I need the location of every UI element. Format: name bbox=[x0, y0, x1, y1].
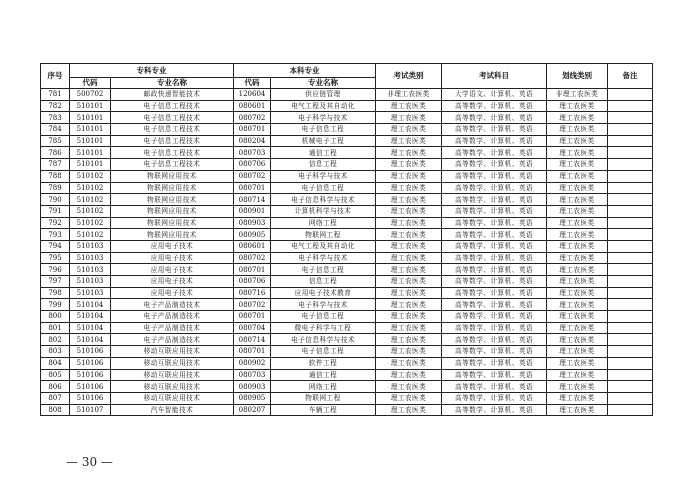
cell-exam-subjects: 高等数学、计算机、英语 bbox=[442, 357, 547, 369]
table-row bbox=[41, 357, 653, 369]
cell-seq: 786 bbox=[41, 147, 70, 159]
cell-bk-code: 080706 bbox=[234, 276, 271, 288]
cell-remarks bbox=[608, 369, 653, 381]
cell-line-type: 理工农医类 bbox=[547, 334, 608, 346]
cell-seq: 782 bbox=[41, 100, 70, 112]
cell-exam-subjects: 高等数学、计算机、英语 bbox=[442, 112, 547, 124]
cell-exam-subjects: 高等数学、计算机、英语 bbox=[442, 334, 547, 346]
cell-bk-code: 080703 bbox=[234, 369, 271, 381]
cell-remarks bbox=[608, 205, 653, 217]
table-row bbox=[41, 369, 653, 381]
cell-exam-subjects: 高等数学、计算机、英语 bbox=[442, 124, 547, 136]
cell-bk-name: 电子信息工程 bbox=[271, 311, 376, 323]
header-row-top bbox=[41, 64, 653, 78]
cell-exam-subjects: 高等数学、计算机、英语 bbox=[442, 392, 547, 404]
cell-exam-subjects: 高等数学、计算机、英语 bbox=[442, 404, 547, 416]
cell-zk-code: 510103 bbox=[70, 240, 111, 252]
cell-remarks bbox=[608, 124, 653, 136]
cell-seq: 797 bbox=[41, 276, 70, 288]
cell-line-type: 理工农医类 bbox=[547, 170, 608, 182]
cell-seq: 794 bbox=[41, 240, 70, 252]
cell-bk-name: 信息工程 bbox=[271, 159, 376, 171]
cell-seq: 804 bbox=[41, 357, 70, 369]
cell-line-type: 理工农医类 bbox=[547, 182, 608, 194]
cell-zk-code: 510104 bbox=[70, 311, 111, 323]
cell-remarks bbox=[608, 287, 653, 299]
cell-exam-type: 理工农医类 bbox=[376, 124, 442, 136]
cell-bk-code: 080901 bbox=[234, 205, 271, 217]
cell-exam-subjects: 高等数学、计算机、英语 bbox=[442, 159, 547, 171]
cell-exam-subjects: 高等数学、计算机、英语 bbox=[442, 252, 547, 264]
cell-zk-name: 应用电子技术 bbox=[111, 276, 234, 288]
cell-bk-code: 080905 bbox=[234, 229, 271, 241]
cell-line-type: 理工农医类 bbox=[547, 299, 608, 311]
cell-exam-type: 理工农医类 bbox=[376, 311, 442, 323]
cell-exam-type: 理工农医类 bbox=[376, 276, 442, 288]
cell-remarks bbox=[608, 346, 653, 358]
cell-bk-name: 供应链管理 bbox=[271, 89, 376, 101]
table-row bbox=[41, 135, 653, 147]
table-row bbox=[41, 217, 653, 229]
cell-exam-type: 理工农医类 bbox=[376, 170, 442, 182]
cell-exam-type: 理工农医类 bbox=[376, 100, 442, 112]
cell-seq: 795 bbox=[41, 252, 70, 264]
table-row bbox=[41, 392, 653, 404]
cell-bk-name: 应用电子技术教育 bbox=[271, 287, 376, 299]
cell-bk-code: 080716 bbox=[234, 287, 271, 299]
cell-exam-type: 理工农医类 bbox=[376, 217, 442, 229]
cell-seq: 799 bbox=[41, 299, 70, 311]
cell-exam-subjects: 高等数学、计算机、英语 bbox=[442, 229, 547, 241]
cell-zk-name: 物联网应用技术 bbox=[111, 182, 234, 194]
table-row bbox=[41, 147, 653, 159]
cell-seq: 792 bbox=[41, 217, 70, 229]
cell-zk-code: 510101 bbox=[70, 124, 111, 136]
table-row bbox=[41, 100, 653, 112]
cell-line-type: 理工农医类 bbox=[547, 381, 608, 393]
cell-bk-code: 080701 bbox=[234, 182, 271, 194]
cell-bk-name: 通信工程 bbox=[271, 147, 376, 159]
table-row bbox=[41, 334, 653, 346]
cell-line-type: 理工农医类 bbox=[547, 240, 608, 252]
cell-zk-code: 510101 bbox=[70, 112, 111, 124]
cell-line-type: 理工农医类 bbox=[547, 135, 608, 147]
cell-remarks bbox=[608, 182, 653, 194]
table-row bbox=[41, 194, 653, 206]
col-header-remarks: 备注 bbox=[608, 64, 653, 89]
cell-exam-type: 理工农医类 bbox=[376, 205, 442, 217]
cell-remarks bbox=[608, 135, 653, 147]
cell-line-type: 理工农医类 bbox=[547, 346, 608, 358]
cell-zk-name: 电子产品制造技术 bbox=[111, 299, 234, 311]
cell-exam-type: 理工农医类 bbox=[376, 240, 442, 252]
cell-line-type: 理工农医类 bbox=[547, 217, 608, 229]
cell-remarks bbox=[608, 240, 653, 252]
cell-zk-code: 510101 bbox=[70, 147, 111, 159]
cell-bk-name: 电子信息工程 bbox=[271, 264, 376, 276]
table-row bbox=[41, 159, 653, 171]
cell-zk-name: 电子信息工程技术 bbox=[111, 124, 234, 136]
cell-zk-code: 510103 bbox=[70, 252, 111, 264]
cell-bk-name: 电气工程及其自动化 bbox=[271, 240, 376, 252]
cell-bk-code: 120604 bbox=[234, 89, 271, 101]
cell-bk-code: 080706 bbox=[234, 159, 271, 171]
page-number: — 30 — bbox=[66, 455, 113, 469]
table-row bbox=[41, 287, 653, 299]
cell-seq: 808 bbox=[41, 404, 70, 416]
cell-zk-name: 移动互联应用技术 bbox=[111, 357, 234, 369]
col-header-bk-name: 专业名称 bbox=[271, 78, 376, 89]
cell-bk-name: 电子信息科学与技术 bbox=[271, 334, 376, 346]
cell-bk-name: 车辆工程 bbox=[271, 404, 376, 416]
cell-zk-name: 电子信息工程技术 bbox=[111, 100, 234, 112]
table-row bbox=[41, 381, 653, 393]
col-header-line-type: 划线类别 bbox=[547, 64, 608, 89]
cell-exam-subjects: 高等数学、计算机、英语 bbox=[442, 147, 547, 159]
cell-bk-name: 计算机科学与技术 bbox=[271, 205, 376, 217]
cell-remarks bbox=[608, 229, 653, 241]
cell-exam-type: 理工农医类 bbox=[376, 322, 442, 334]
cell-zk-name: 应用电子技术 bbox=[111, 240, 234, 252]
cell-bk-name: 电子科学与技术 bbox=[271, 112, 376, 124]
table-row bbox=[41, 229, 653, 241]
cell-line-type: 理工农医类 bbox=[547, 252, 608, 264]
cell-seq: 805 bbox=[41, 369, 70, 381]
cell-line-type: 理工农医类 bbox=[547, 100, 608, 112]
cell-line-type: 理工农医类 bbox=[547, 124, 608, 136]
table-row bbox=[41, 252, 653, 264]
cell-zk-code: 510102 bbox=[70, 194, 111, 206]
cell-exam-subjects: 大学语文、计算机、英语 bbox=[442, 89, 547, 101]
cell-bk-name: 电子信息工程 bbox=[271, 346, 376, 358]
cell-zk-code: 510104 bbox=[70, 322, 111, 334]
cell-seq: 793 bbox=[41, 229, 70, 241]
cell-exam-type: 理工农医类 bbox=[376, 252, 442, 264]
table-row bbox=[41, 89, 653, 101]
cell-exam-type: 理工农医类 bbox=[376, 159, 442, 171]
cell-seq: 787 bbox=[41, 159, 70, 171]
table-row bbox=[41, 240, 653, 252]
cell-exam-type: 理工农医类 bbox=[376, 287, 442, 299]
cell-zk-name: 移动互联应用技术 bbox=[111, 369, 234, 381]
cell-line-type: 理工农医类 bbox=[547, 159, 608, 171]
cell-zk-name: 电子产品制造技术 bbox=[111, 311, 234, 323]
cell-bk-name: 机械电子工程 bbox=[271, 135, 376, 147]
cell-bk-name: 电子科学与技术 bbox=[271, 170, 376, 182]
cell-bk-name: 网络工程 bbox=[271, 217, 376, 229]
cell-zk-code: 510106 bbox=[70, 369, 111, 381]
cell-seq: 789 bbox=[41, 182, 70, 194]
table-row bbox=[41, 264, 653, 276]
cell-bk-code: 080702 bbox=[234, 252, 271, 264]
cell-zk-name: 移动互联应用技术 bbox=[111, 346, 234, 358]
cell-bk-name: 物联网工程 bbox=[271, 229, 376, 241]
table-row bbox=[41, 346, 653, 358]
cell-exam-type: 理工农医类 bbox=[376, 346, 442, 358]
cell-zk-code: 510103 bbox=[70, 287, 111, 299]
cell-remarks bbox=[608, 147, 653, 159]
cell-exam-type: 理工农医类 bbox=[376, 194, 442, 206]
cell-seq: 791 bbox=[41, 205, 70, 217]
major-mapping-table bbox=[40, 63, 653, 416]
cell-bk-code: 080701 bbox=[234, 346, 271, 358]
cell-exam-subjects: 高等数学、计算机、英语 bbox=[442, 322, 547, 334]
cell-bk-name: 信息工程 bbox=[271, 276, 376, 288]
cell-bk-code: 080702 bbox=[234, 170, 271, 182]
cell-zk-code: 510104 bbox=[70, 299, 111, 311]
cell-remarks bbox=[608, 357, 653, 369]
cell-zk-code: 510102 bbox=[70, 217, 111, 229]
table-row bbox=[41, 322, 653, 334]
col-header-bk-group: 本科专业 bbox=[234, 64, 376, 78]
cell-zk-code: 510101 bbox=[70, 135, 111, 147]
cell-exam-subjects: 高等数学、计算机、英语 bbox=[442, 299, 547, 311]
cell-zk-name: 电子信息工程技术 bbox=[111, 135, 234, 147]
cell-bk-code: 080714 bbox=[234, 194, 271, 206]
cell-bk-code: 080701 bbox=[234, 311, 271, 323]
cell-zk-code: 500702 bbox=[70, 89, 111, 101]
cell-seq: 785 bbox=[41, 135, 70, 147]
cell-remarks bbox=[608, 112, 653, 124]
cell-seq: 798 bbox=[41, 287, 70, 299]
cell-bk-code: 080703 bbox=[234, 147, 271, 159]
cell-bk-name: 电子科学与技术 bbox=[271, 299, 376, 311]
cell-remarks bbox=[608, 194, 653, 206]
cell-line-type: 理工农医类 bbox=[547, 194, 608, 206]
cell-zk-name: 电子产品制造技术 bbox=[111, 322, 234, 334]
cell-zk-name: 电子信息工程技术 bbox=[111, 159, 234, 171]
cell-exam-type: 理工农医类 bbox=[376, 182, 442, 194]
cell-exam-type: 理工农医类 bbox=[376, 369, 442, 381]
cell-zk-code: 510103 bbox=[70, 276, 111, 288]
cell-zk-code: 510106 bbox=[70, 357, 111, 369]
cell-exam-subjects: 高等数学、计算机、英语 bbox=[442, 264, 547, 276]
table-row bbox=[41, 124, 653, 136]
cell-zk-name: 电子产品制造技术 bbox=[111, 334, 234, 346]
cell-bk-code: 080701 bbox=[234, 264, 271, 276]
cell-exam-subjects: 高等数学、计算机、英语 bbox=[442, 100, 547, 112]
cell-bk-name: 电子信息科学与技术 bbox=[271, 194, 376, 206]
cell-seq: 801 bbox=[41, 322, 70, 334]
cell-exam-subjects: 高等数学、计算机、英语 bbox=[442, 311, 547, 323]
col-header-zk-name: 专业名称 bbox=[111, 78, 234, 89]
cell-zk-code: 510101 bbox=[70, 100, 111, 112]
cell-bk-code: 080701 bbox=[234, 124, 271, 136]
cell-zk-name: 应用电子技术 bbox=[111, 264, 234, 276]
cell-exam-type: 理工农医类 bbox=[376, 392, 442, 404]
col-header-exam-subjects: 考试科目 bbox=[442, 64, 547, 89]
cell-remarks bbox=[608, 217, 653, 229]
cell-seq: 784 bbox=[41, 124, 70, 136]
col-header-bk-code: 代码 bbox=[234, 78, 271, 89]
cell-bk-code: 080702 bbox=[234, 112, 271, 124]
cell-zk-name: 邮政快递智能技术 bbox=[111, 89, 234, 101]
cell-line-type: 理工农医类 bbox=[547, 392, 608, 404]
table-row bbox=[41, 404, 653, 416]
col-header-zk-group: 专科专业 bbox=[70, 64, 234, 78]
cell-zk-name: 物联网应用技术 bbox=[111, 229, 234, 241]
cell-exam-subjects: 高等数学、计算机、英语 bbox=[442, 205, 547, 217]
cell-exam-subjects: 高等数学、计算机、英语 bbox=[442, 276, 547, 288]
col-header-seq: 序号 bbox=[41, 64, 70, 89]
cell-exam-subjects: 高等数学、计算机、英语 bbox=[442, 182, 547, 194]
cell-bk-code: 080903 bbox=[234, 381, 271, 393]
table-row bbox=[41, 205, 653, 217]
table-row bbox=[41, 311, 653, 323]
cell-exam-subjects: 高等数学、计算机、英语 bbox=[442, 194, 547, 206]
cell-zk-name: 应用电子技术 bbox=[111, 252, 234, 264]
cell-line-type: 理工农医类 bbox=[547, 264, 608, 276]
cell-exam-type: 非理工农医类 bbox=[376, 89, 442, 101]
cell-zk-code: 510106 bbox=[70, 392, 111, 404]
cell-zk-code: 510102 bbox=[70, 229, 111, 241]
cell-exam-subjects: 高等数学、计算机、英语 bbox=[442, 135, 547, 147]
cell-exam-type: 理工农医类 bbox=[376, 229, 442, 241]
table-row bbox=[41, 299, 653, 311]
cell-exam-type: 理工农医类 bbox=[376, 381, 442, 393]
cell-seq: 800 bbox=[41, 311, 70, 323]
cell-line-type: 理工农医类 bbox=[547, 205, 608, 217]
cell-remarks bbox=[608, 276, 653, 288]
cell-remarks bbox=[608, 264, 653, 276]
cell-exam-type: 理工农医类 bbox=[376, 357, 442, 369]
cell-bk-name: 软件工程 bbox=[271, 357, 376, 369]
cell-zk-code: 510106 bbox=[70, 346, 111, 358]
cell-exam-type: 理工农医类 bbox=[376, 112, 442, 124]
cell-seq: 790 bbox=[41, 194, 70, 206]
cell-seq: 781 bbox=[41, 89, 70, 101]
table-body bbox=[41, 89, 653, 416]
cell-remarks bbox=[608, 159, 653, 171]
cell-exam-type: 理工农医类 bbox=[376, 135, 442, 147]
cell-bk-code: 080601 bbox=[234, 240, 271, 252]
cell-zk-name: 物联网应用技术 bbox=[111, 170, 234, 182]
cell-seq: 806 bbox=[41, 381, 70, 393]
cell-seq: 803 bbox=[41, 346, 70, 358]
cell-exam-type: 理工农医类 bbox=[376, 147, 442, 159]
cell-zk-code: 510103 bbox=[70, 264, 111, 276]
cell-line-type: 理工农医类 bbox=[547, 357, 608, 369]
cell-line-type: 理工农医类 bbox=[547, 311, 608, 323]
cell-line-type: 理工农医类 bbox=[547, 287, 608, 299]
cell-remarks bbox=[608, 404, 653, 416]
cell-remarks bbox=[608, 252, 653, 264]
cell-line-type: 理工农医类 bbox=[547, 229, 608, 241]
cell-bk-code: 080903 bbox=[234, 217, 271, 229]
cell-seq: 807 bbox=[41, 392, 70, 404]
cell-zk-name: 移动互联应用技术 bbox=[111, 381, 234, 393]
cell-bk-name: 电子信息工程 bbox=[271, 182, 376, 194]
cell-bk-code: 080902 bbox=[234, 357, 271, 369]
cell-exam-subjects: 高等数学、计算机、英语 bbox=[442, 240, 547, 252]
cell-zk-code: 510102 bbox=[70, 170, 111, 182]
cell-remarks bbox=[608, 392, 653, 404]
cell-remarks bbox=[608, 100, 653, 112]
cell-line-type: 理工农医类 bbox=[547, 322, 608, 334]
cell-zk-name: 移动互联应用技术 bbox=[111, 392, 234, 404]
cell-line-type: 理工农医类 bbox=[547, 112, 608, 124]
cell-line-type: 非理工农医类 bbox=[547, 89, 608, 101]
cell-zk-name: 汽车智能技术 bbox=[111, 404, 234, 416]
cell-zk-code: 510102 bbox=[70, 205, 111, 217]
cell-exam-type: 理工农医类 bbox=[376, 404, 442, 416]
cell-bk-name: 通信工程 bbox=[271, 369, 376, 381]
cell-exam-type: 理工农医类 bbox=[376, 264, 442, 276]
cell-line-type: 理工农医类 bbox=[547, 369, 608, 381]
cell-bk-code: 080905 bbox=[234, 392, 271, 404]
cell-bk-code: 080601 bbox=[234, 100, 271, 112]
col-header-exam-type: 考试类别 bbox=[376, 64, 442, 89]
cell-bk-code: 080704 bbox=[234, 322, 271, 334]
cell-zk-name: 物联网应用技术 bbox=[111, 205, 234, 217]
table-row bbox=[41, 112, 653, 124]
cell-bk-name: 微电子科学与工程 bbox=[271, 322, 376, 334]
cell-line-type: 理工农医类 bbox=[547, 404, 608, 416]
cell-line-type: 理工农医类 bbox=[547, 276, 608, 288]
cell-zk-name: 物联网应用技术 bbox=[111, 194, 234, 206]
table-row bbox=[41, 182, 653, 194]
cell-bk-code: 080714 bbox=[234, 334, 271, 346]
cell-exam-subjects: 高等数学、计算机、英语 bbox=[442, 381, 547, 393]
cell-remarks bbox=[608, 299, 653, 311]
cell-zk-code: 510104 bbox=[70, 334, 111, 346]
cell-seq: 788 bbox=[41, 170, 70, 182]
cell-exam-subjects: 高等数学、计算机、英语 bbox=[442, 170, 547, 182]
cell-exam-type: 理工农医类 bbox=[376, 299, 442, 311]
cell-seq: 802 bbox=[41, 334, 70, 346]
cell-bk-code: 080207 bbox=[234, 404, 271, 416]
cell-line-type: 理工农医类 bbox=[547, 147, 608, 159]
cell-bk-name: 物联网工程 bbox=[271, 392, 376, 404]
cell-zk-code: 510106 bbox=[70, 381, 111, 393]
cell-exam-subjects: 高等数学、计算机、英语 bbox=[442, 217, 547, 229]
cell-bk-name: 网络工程 bbox=[271, 381, 376, 393]
cell-remarks bbox=[608, 381, 653, 393]
cell-bk-name: 电子信息工程 bbox=[271, 124, 376, 136]
cell-exam-subjects: 高等数学、计算机、英语 bbox=[442, 346, 547, 358]
cell-remarks bbox=[608, 89, 653, 101]
cell-remarks bbox=[608, 322, 653, 334]
col-header-zk-code: 代码 bbox=[70, 78, 111, 89]
cell-zk-code: 510101 bbox=[70, 159, 111, 171]
cell-remarks bbox=[608, 170, 653, 182]
cell-zk-name: 电子信息工程技术 bbox=[111, 147, 234, 159]
cell-remarks bbox=[608, 334, 653, 346]
cell-bk-code: 080702 bbox=[234, 299, 271, 311]
table-row bbox=[41, 276, 653, 288]
cell-bk-name: 电子科学与技术 bbox=[271, 252, 376, 264]
cell-zk-name: 物联网应用技术 bbox=[111, 217, 234, 229]
cell-bk-name: 电气工程及其自动化 bbox=[271, 100, 376, 112]
cell-zk-name: 电子信息工程技术 bbox=[111, 112, 234, 124]
cell-seq: 796 bbox=[41, 264, 70, 276]
cell-zk-name: 应用电子技术 bbox=[111, 287, 234, 299]
cell-exam-subjects: 高等数学、计算机、英语 bbox=[442, 369, 547, 381]
cell-zk-code: 510102 bbox=[70, 182, 111, 194]
table-row bbox=[41, 170, 653, 182]
cell-remarks bbox=[608, 311, 653, 323]
cell-zk-code: 510107 bbox=[70, 404, 111, 416]
cell-bk-code: 080204 bbox=[234, 135, 271, 147]
cell-exam-subjects: 高等数学、计算机、英语 bbox=[442, 287, 547, 299]
cell-seq: 783 bbox=[41, 112, 70, 124]
cell-exam-type: 理工农医类 bbox=[376, 334, 442, 346]
